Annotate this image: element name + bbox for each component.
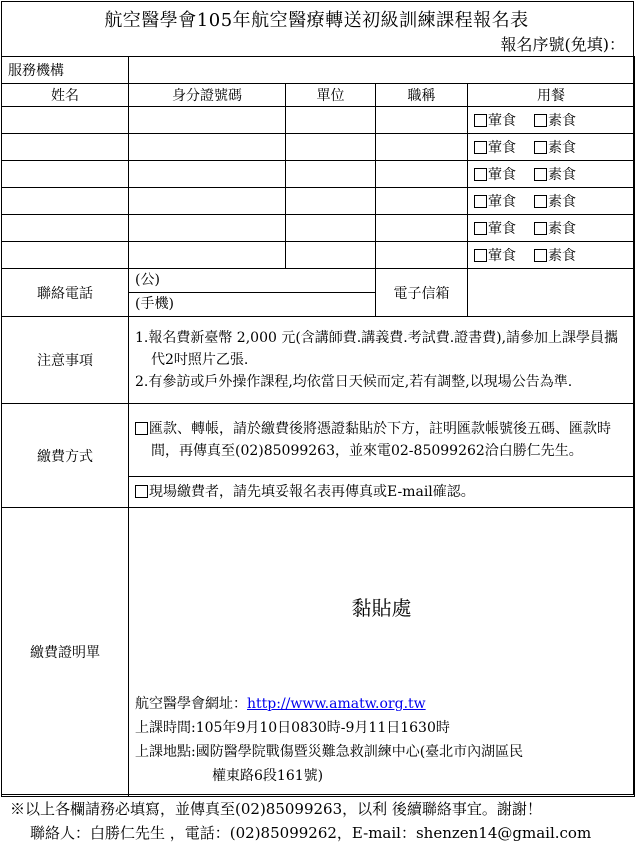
id-field[interactable] xyxy=(129,242,286,269)
veg-label: 素食 xyxy=(548,140,576,156)
id-field[interactable] xyxy=(129,107,286,134)
meat-label: 葷食 xyxy=(488,221,516,237)
col-meal: 用餐 xyxy=(468,84,635,107)
course-location-line2: 權東路6段161號) xyxy=(212,768,324,784)
table-row xyxy=(2,134,635,161)
name-field[interactable] xyxy=(2,215,129,242)
unit-field[interactable] xyxy=(286,215,376,242)
course-location-line1: 上課地點:國防醫學院戰傷暨災難急救訓練中心(臺北市內湖區民 xyxy=(135,744,524,760)
veg-checkbox[interactable] xyxy=(534,222,547,235)
name-field[interactable] xyxy=(2,161,129,188)
phone-cell xyxy=(129,269,376,317)
unit-field[interactable] xyxy=(286,107,376,134)
title-field[interactable] xyxy=(376,134,468,161)
website-label: 航空醫學會網址： xyxy=(135,696,247,712)
note-item: 1.報名費新臺幣 2,000 元(含講師費.講義費.考試費.證書費),請參加上課學員攜代2吋照片乙張. xyxy=(135,330,619,368)
meat-checkbox[interactable] xyxy=(474,168,487,181)
meat-label: 葷食 xyxy=(488,194,516,210)
onsite-checkbox[interactable] xyxy=(135,485,148,498)
table-row xyxy=(2,161,635,188)
meal-choice xyxy=(468,107,635,134)
notes-row xyxy=(2,317,635,404)
veg-label: 素食 xyxy=(548,167,576,183)
veg-checkbox[interactable] xyxy=(534,249,547,262)
name-field[interactable] xyxy=(2,107,129,134)
footer-contact: 聯絡人：白勝仁先生 ，電話：(02)85099262，E-mail：shenzen14@gmail.com xyxy=(30,824,592,842)
title-field[interactable] xyxy=(376,215,468,242)
proof-area xyxy=(129,508,635,797)
proof-label: 繳費證明單 xyxy=(2,508,129,797)
title-field[interactable] xyxy=(376,188,468,215)
office-phone-field[interactable]: (公) xyxy=(129,269,375,293)
name-field[interactable] xyxy=(2,134,129,161)
transfer-text: 匯款、轉帳，請於繳費後將憑證黏貼於下方，註明匯款帳號後五碼、匯款時間，再傳真至(02)85099263，並來電02-85099262洽白勝仁先生。 xyxy=(149,421,611,459)
payment-option-transfer xyxy=(129,404,635,477)
unit-field[interactable] xyxy=(286,188,376,215)
unit-field[interactable] xyxy=(286,242,376,269)
meal-choice xyxy=(468,161,635,188)
veg-label: 素食 xyxy=(548,221,576,237)
meat-checkbox[interactable] xyxy=(474,222,487,235)
col-id: 身分證號碼 xyxy=(129,84,286,107)
title-field[interactable] xyxy=(376,107,468,134)
col-unit: 單位 xyxy=(286,84,376,107)
id-field[interactable] xyxy=(129,134,286,161)
serial-number-label: 報名序號(免填)： xyxy=(500,35,625,54)
payment-label: 繳費方式 xyxy=(2,404,129,508)
contact-row xyxy=(2,269,635,317)
meal-choice xyxy=(468,242,635,269)
meat-checkbox[interactable] xyxy=(474,195,487,208)
meat-checkbox[interactable] xyxy=(474,141,487,154)
veg-checkbox[interactable] xyxy=(534,141,547,154)
name-field[interactable] xyxy=(2,242,129,269)
meat-label: 葷食 xyxy=(488,248,516,264)
footer-note: ※以上各欄請務必填寫，並傳真至(02)85099263，以利 後續聯絡事宜。謝謝！ xyxy=(10,800,542,818)
unit-field[interactable] xyxy=(286,161,376,188)
title-field[interactable] xyxy=(376,242,468,269)
veg-label: 素食 xyxy=(548,194,576,210)
id-field[interactable] xyxy=(129,188,286,215)
meat-label: 葷食 xyxy=(488,167,516,183)
title-field[interactable] xyxy=(376,161,468,188)
col-name: 姓名 xyxy=(2,84,129,107)
veg-checkbox[interactable] xyxy=(534,114,547,127)
notes-label: 注意事項 xyxy=(2,317,129,404)
note-item: 2.有參訪或戶外操作課程,均依當日天候而定,若有調整,以現場公告為準. xyxy=(135,374,573,390)
veg-checkbox[interactable] xyxy=(534,168,547,181)
meat-checkbox[interactable] xyxy=(474,249,487,262)
email-field[interactable] xyxy=(468,269,635,317)
email-label: 電子信箱 xyxy=(376,269,468,317)
meal-choice xyxy=(468,134,635,161)
course-time: 上課時間:105年9月10日0830時-9月11日1630時 xyxy=(135,720,450,736)
course-info xyxy=(135,692,523,788)
table-row xyxy=(2,188,635,215)
payment-row-1 xyxy=(2,404,635,477)
table-row xyxy=(2,107,635,134)
notes-content xyxy=(129,317,635,404)
unit-field[interactable] xyxy=(286,134,376,161)
proof-row xyxy=(2,508,635,797)
veg-label: 素食 xyxy=(548,248,576,264)
meat-checkbox[interactable] xyxy=(474,114,487,127)
mobile-phone-field[interactable]: (手機) xyxy=(135,296,174,312)
transfer-checkbox[interactable] xyxy=(135,422,148,435)
col-title: 職稱 xyxy=(376,84,468,107)
id-field[interactable] xyxy=(129,161,286,188)
id-field[interactable] xyxy=(129,215,286,242)
payment-option-onsite xyxy=(129,477,635,508)
onsite-text: 現場繳費者，請先填妥報名表再傳真或E-mail確認。 xyxy=(149,484,475,500)
meat-label: 葷食 xyxy=(488,140,516,156)
veg-label: 素食 xyxy=(548,113,576,129)
contact-label: 聯絡電話 xyxy=(2,269,129,317)
name-field[interactable] xyxy=(2,188,129,215)
meat-label: 葷食 xyxy=(488,113,516,129)
meal-choice xyxy=(468,215,635,242)
website-link[interactable]: http://www.amatw.org.tw xyxy=(247,696,426,712)
veg-checkbox[interactable] xyxy=(534,195,547,208)
form-title: 航空醫學會105年航空醫療轉送初級訓練課程報名表 xyxy=(104,10,529,31)
paste-here-label: 黏貼處 xyxy=(351,596,412,620)
table-row xyxy=(2,215,635,242)
meal-choice xyxy=(468,188,635,215)
org-field[interactable] xyxy=(129,57,635,84)
org-label: 服務機構 xyxy=(2,57,129,84)
registration-table xyxy=(1,56,635,797)
table-row xyxy=(2,242,635,269)
